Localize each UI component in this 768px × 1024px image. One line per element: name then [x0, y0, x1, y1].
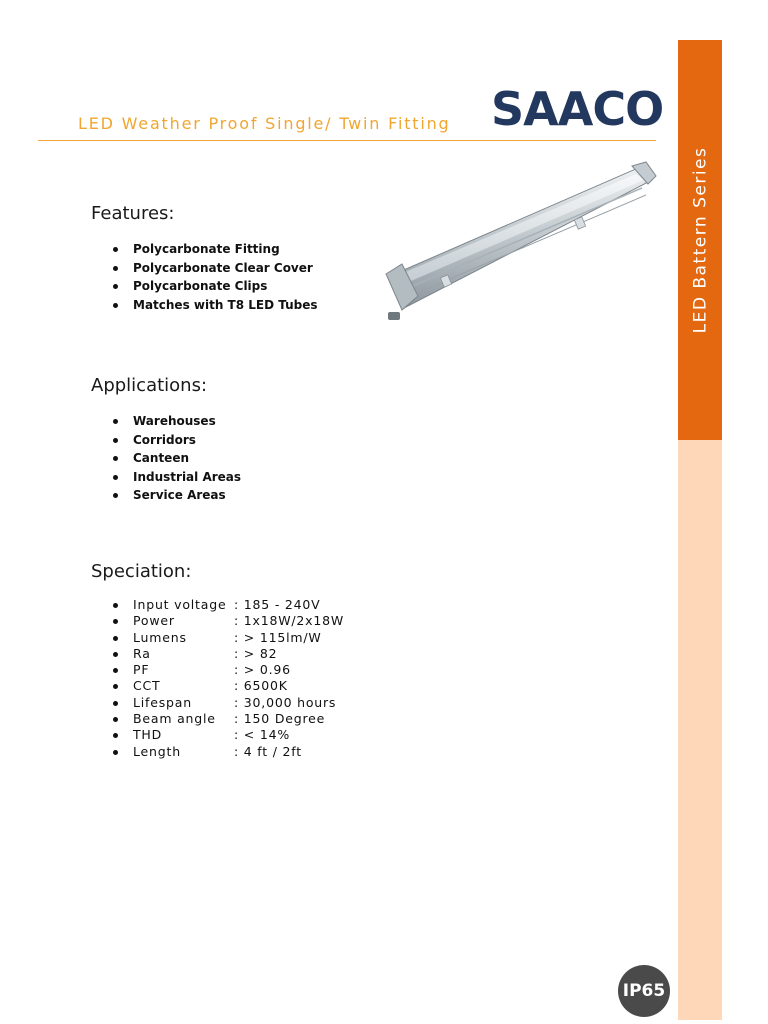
- spec-row: [111, 597, 344, 613]
- list-item: Polycarbonate Fitting: [111, 240, 318, 259]
- spec-value: : > 0.96: [234, 662, 291, 678]
- spec-key: Input voltage: [133, 597, 227, 612]
- spec-value: : 150 Degree: [234, 711, 326, 727]
- list-item: Polycarbonate Clear Cover: [111, 259, 318, 278]
- spec-key: Length: [133, 743, 181, 759]
- spec-key: Beam angle: [133, 711, 216, 727]
- spec-value: : 4 ft / 2ft: [234, 743, 302, 759]
- list-item: Corridors: [111, 431, 241, 450]
- features-heading: Features:: [91, 203, 175, 224]
- applications-list: [111, 412, 241, 505]
- weatherproof-fitting-image: [380, 158, 660, 328]
- spec-key: Lifespan: [133, 694, 192, 710]
- spec-row: [111, 727, 344, 743]
- specification-list: [111, 597, 344, 760]
- spec-key: Power: [133, 613, 175, 629]
- series-label-container: [678, 40, 722, 440]
- spec-key: Ra: [133, 645, 151, 661]
- spec-value: : < 14%: [234, 727, 291, 743]
- list-item: Industrial Areas: [111, 468, 241, 487]
- applications-heading: Applications:: [91, 375, 208, 396]
- spec-value: : 1x18W/2x18W: [234, 613, 345, 629]
- spec-row: [111, 711, 344, 727]
- spec-value: : 30,000 hours: [234, 694, 337, 710]
- spec-value: : > 115lm/W: [234, 629, 322, 645]
- spec-row: [111, 662, 344, 678]
- list-item: Matches with T8 LED Tubes: [111, 296, 318, 315]
- spec-row: [111, 646, 344, 662]
- series-label: LED Battern Series: [690, 146, 711, 334]
- ip65-badge: IP65: [618, 965, 670, 1017]
- spec-row: [111, 695, 344, 711]
- features-list: [111, 240, 318, 314]
- list-item: Warehouses: [111, 412, 241, 431]
- spec-key: Lumens: [133, 629, 187, 645]
- list-item: Polycarbonate Clips: [111, 277, 318, 296]
- product-subtitle: LED Weather Proof Single/ Twin Fitting: [78, 114, 451, 133]
- list-item: Service Areas: [111, 486, 241, 505]
- header-divider: [38, 140, 656, 141]
- spec-key: PF: [133, 662, 150, 678]
- spec-row: [111, 613, 344, 629]
- spec-key: THD: [133, 727, 163, 743]
- spec-key: CCT: [133, 678, 161, 694]
- list-item: Canteen: [111, 449, 241, 468]
- spec-row: [111, 744, 344, 760]
- spec-value: : > 82: [234, 645, 278, 661]
- spec-value: : 185 - 240V: [234, 597, 321, 612]
- spec-value: : 6500K: [234, 678, 288, 694]
- brand-logo: SAACO: [491, 82, 664, 136]
- spec-row: [111, 678, 344, 694]
- specification-heading: Speciation:: [91, 561, 192, 582]
- side-band-light: [678, 440, 722, 1020]
- spec-row: [111, 630, 344, 646]
